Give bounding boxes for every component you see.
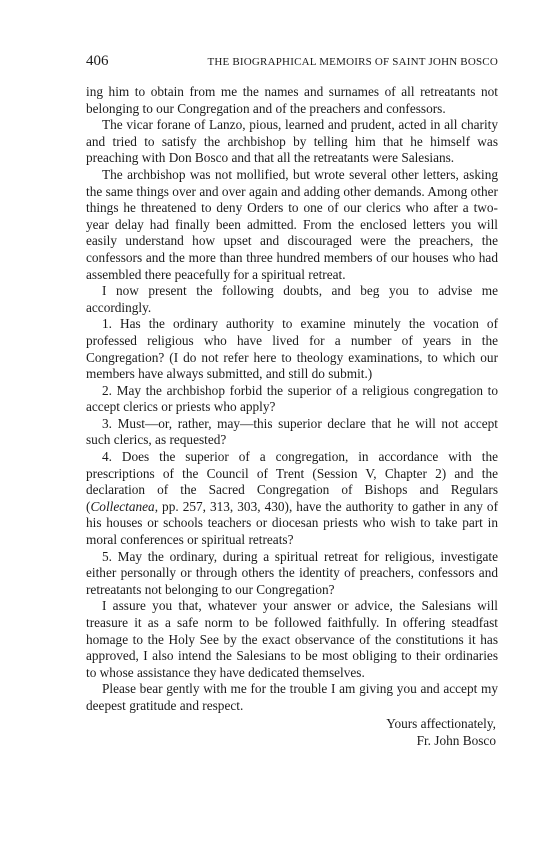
paragraph-assurance: I assure you that, whatever your answer or advice, the Salesians will treasure it as a safe norm to be followed faithfully. In offering steadfast homage to the Holy See by the exact observance of the constitutions it has approved, I also intend the Salesians to be most obliging to their ordinaries to whose assistance they have dedicated themselves. — [86, 598, 498, 680]
paragraph-continuation: ing him to obtain from me the names and surnames of all retreatants not belonging to our Congregation and of the preachers and confessors. — [86, 84, 498, 116]
page-number: 406 — [86, 53, 109, 69]
question-5: 5. May the ordinary, during a spiritual retreat for religious, investigate either personally or through others the identity of preachers, confessors and retreatants not belonging to our Congregation? — [86, 548, 498, 597]
page-header — [86, 52, 498, 70]
paragraph-archbishop-letters: The archbishop was not mollified, but wrote several other letters, asking the same things over and over again and adding other demands. Among other things he threatened to deny Orders to one of our clerics who after a two-year delay had finally been admitted. From the enclosed letters you will easily understand how upset and discouraged were the preachers, the confessors and the more than three hundred members of our houses who had assembled there peacefully for a spiritual retreat. — [86, 166, 498, 282]
question-1: 1. Has the ordinary authority to examine minutely the vocation of professed religious who have lived for a number of years in the Congregation? (I do not refer here to theology examinations, to which our members have always submitted, and still do submit.) — [86, 316, 498, 382]
letter-closing — [86, 716, 498, 749]
paragraph-doubts-intro: I now present the following doubts, and beg you to advise me accordingly. — [86, 283, 498, 315]
running-title: THE BIOGRAPHICAL MEMOIRS OF SAINT JOHN BOSCO — [207, 56, 498, 68]
paragraph-vicar-forane: The vicar forane of Lanzo, pious, learned and prudent, acted in all charity and tried to satisfy the archbishop by telling him that he himself was preaching with Don Bosco and that all the retreatants were Salesians. — [86, 117, 498, 166]
question-4-text-before: 4. Does the superior of a congregation, in accordance with the prescriptions of the Council of Trent (Session V, Chapter 2) and the declaration of the Sacred Congregation of Bishops and Regulars ( — [86, 449, 498, 514]
signature: Fr. John Bosco — [416, 732, 496, 748]
body-text — [86, 84, 498, 715]
paragraph-gratitude: Please bear gently with me for the trouble I am giving you and accept my deepest gratitude and respect. — [86, 681, 498, 713]
question-4 — [86, 449, 498, 549]
question-3: 3. Must—or, rather, may—this superior declare that he will not accept such clerics, as requested? — [86, 415, 498, 448]
collectanea-title: Collectanea — [90, 498, 155, 514]
valediction: Yours affectionately, — [386, 716, 496, 731]
question-2: 2. May the archbishop forbid the superior of a religious congregation to accept clerics or priests who apply? — [86, 382, 498, 415]
question-4-text-after: , pp. 257, 313, 303, 430), have the authority to gather in any of his houses or schools teachers or diocesan priests who wish to take part in moral conferences or spiritual retreats? — [86, 498, 498, 548]
